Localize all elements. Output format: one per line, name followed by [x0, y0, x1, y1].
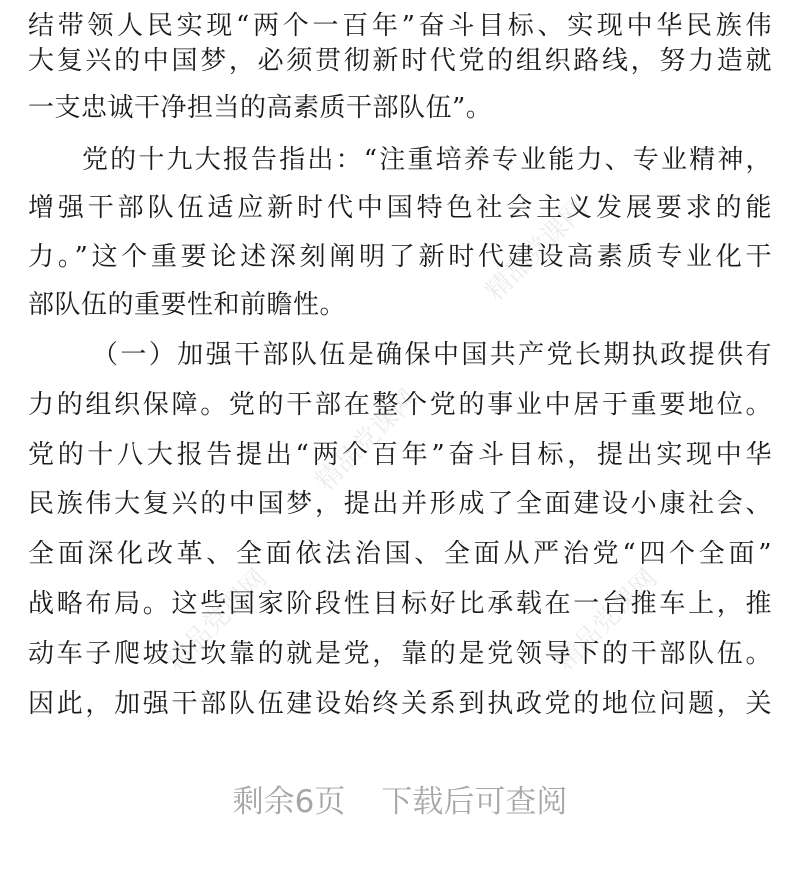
paragraph-line: （一）加强干部队伍是确保中国共产党长期执政提供有	[92, 340, 772, 370]
paragraph-line: 战略布局。这些国家阶段性目标好比承载在一台推车上，推	[28, 589, 772, 619]
paragraph-line: 全面深化改革、全面依法治国、全面从严治党“四个全面”	[28, 539, 772, 569]
paragraph-line: 党的十九大报告指出：“注重培养专业能力、专业精神，	[82, 145, 772, 175]
paragraph-line: 一支忠诚干净担当的高素质干部队伍”。	[28, 93, 493, 123]
download-prompt-label[interactable]: 下载后可查阅	[381, 784, 568, 820]
watermark: 精品党课网	[480, 193, 594, 307]
paragraph-line: 力的组织保障。党的干部在整个党的事业中居于重要地位。	[28, 390, 772, 420]
paragraph-line: 大复兴的中国梦，必须贯彻新时代党的组织路线，努力造就	[28, 46, 772, 76]
watermark: 精品党课网	[160, 563, 274, 677]
watermark: 精品党课网	[310, 383, 424, 497]
download-banner[interactable]	[0, 772, 800, 832]
paragraph-line: 党的十八大报告提出“两个百年”奋斗目标，提出实现中华	[28, 440, 772, 470]
paragraph-line: 因此，加强干部队伍建设始终关系到执政党的地位问题，关	[28, 689, 772, 719]
paragraph-line: 力。”这个重要论述深刻阐明了新时代建设高素质专业化干	[28, 242, 772, 272]
paragraph-line: 动车子爬坡过坎靠的就是党，靠的是党领导下的干部队伍。	[28, 639, 772, 669]
paragraph-line: 增强干部队伍适应新时代中国特色社会主义发展要求的能	[28, 193, 772, 223]
paragraph-line: 结带领人民实现“两个一百年”奋斗目标、实现中华民族伟	[28, 11, 772, 41]
remaining-pages-label: 剩余6页	[232, 784, 346, 820]
paragraph-line: 民族伟大复兴的中国梦，提出并形成了全面建设小康社会、	[28, 489, 772, 519]
watermark: 精品党课网	[550, 563, 664, 677]
paragraph-line: 部队伍的重要性和前瞻性。	[28, 290, 347, 320]
